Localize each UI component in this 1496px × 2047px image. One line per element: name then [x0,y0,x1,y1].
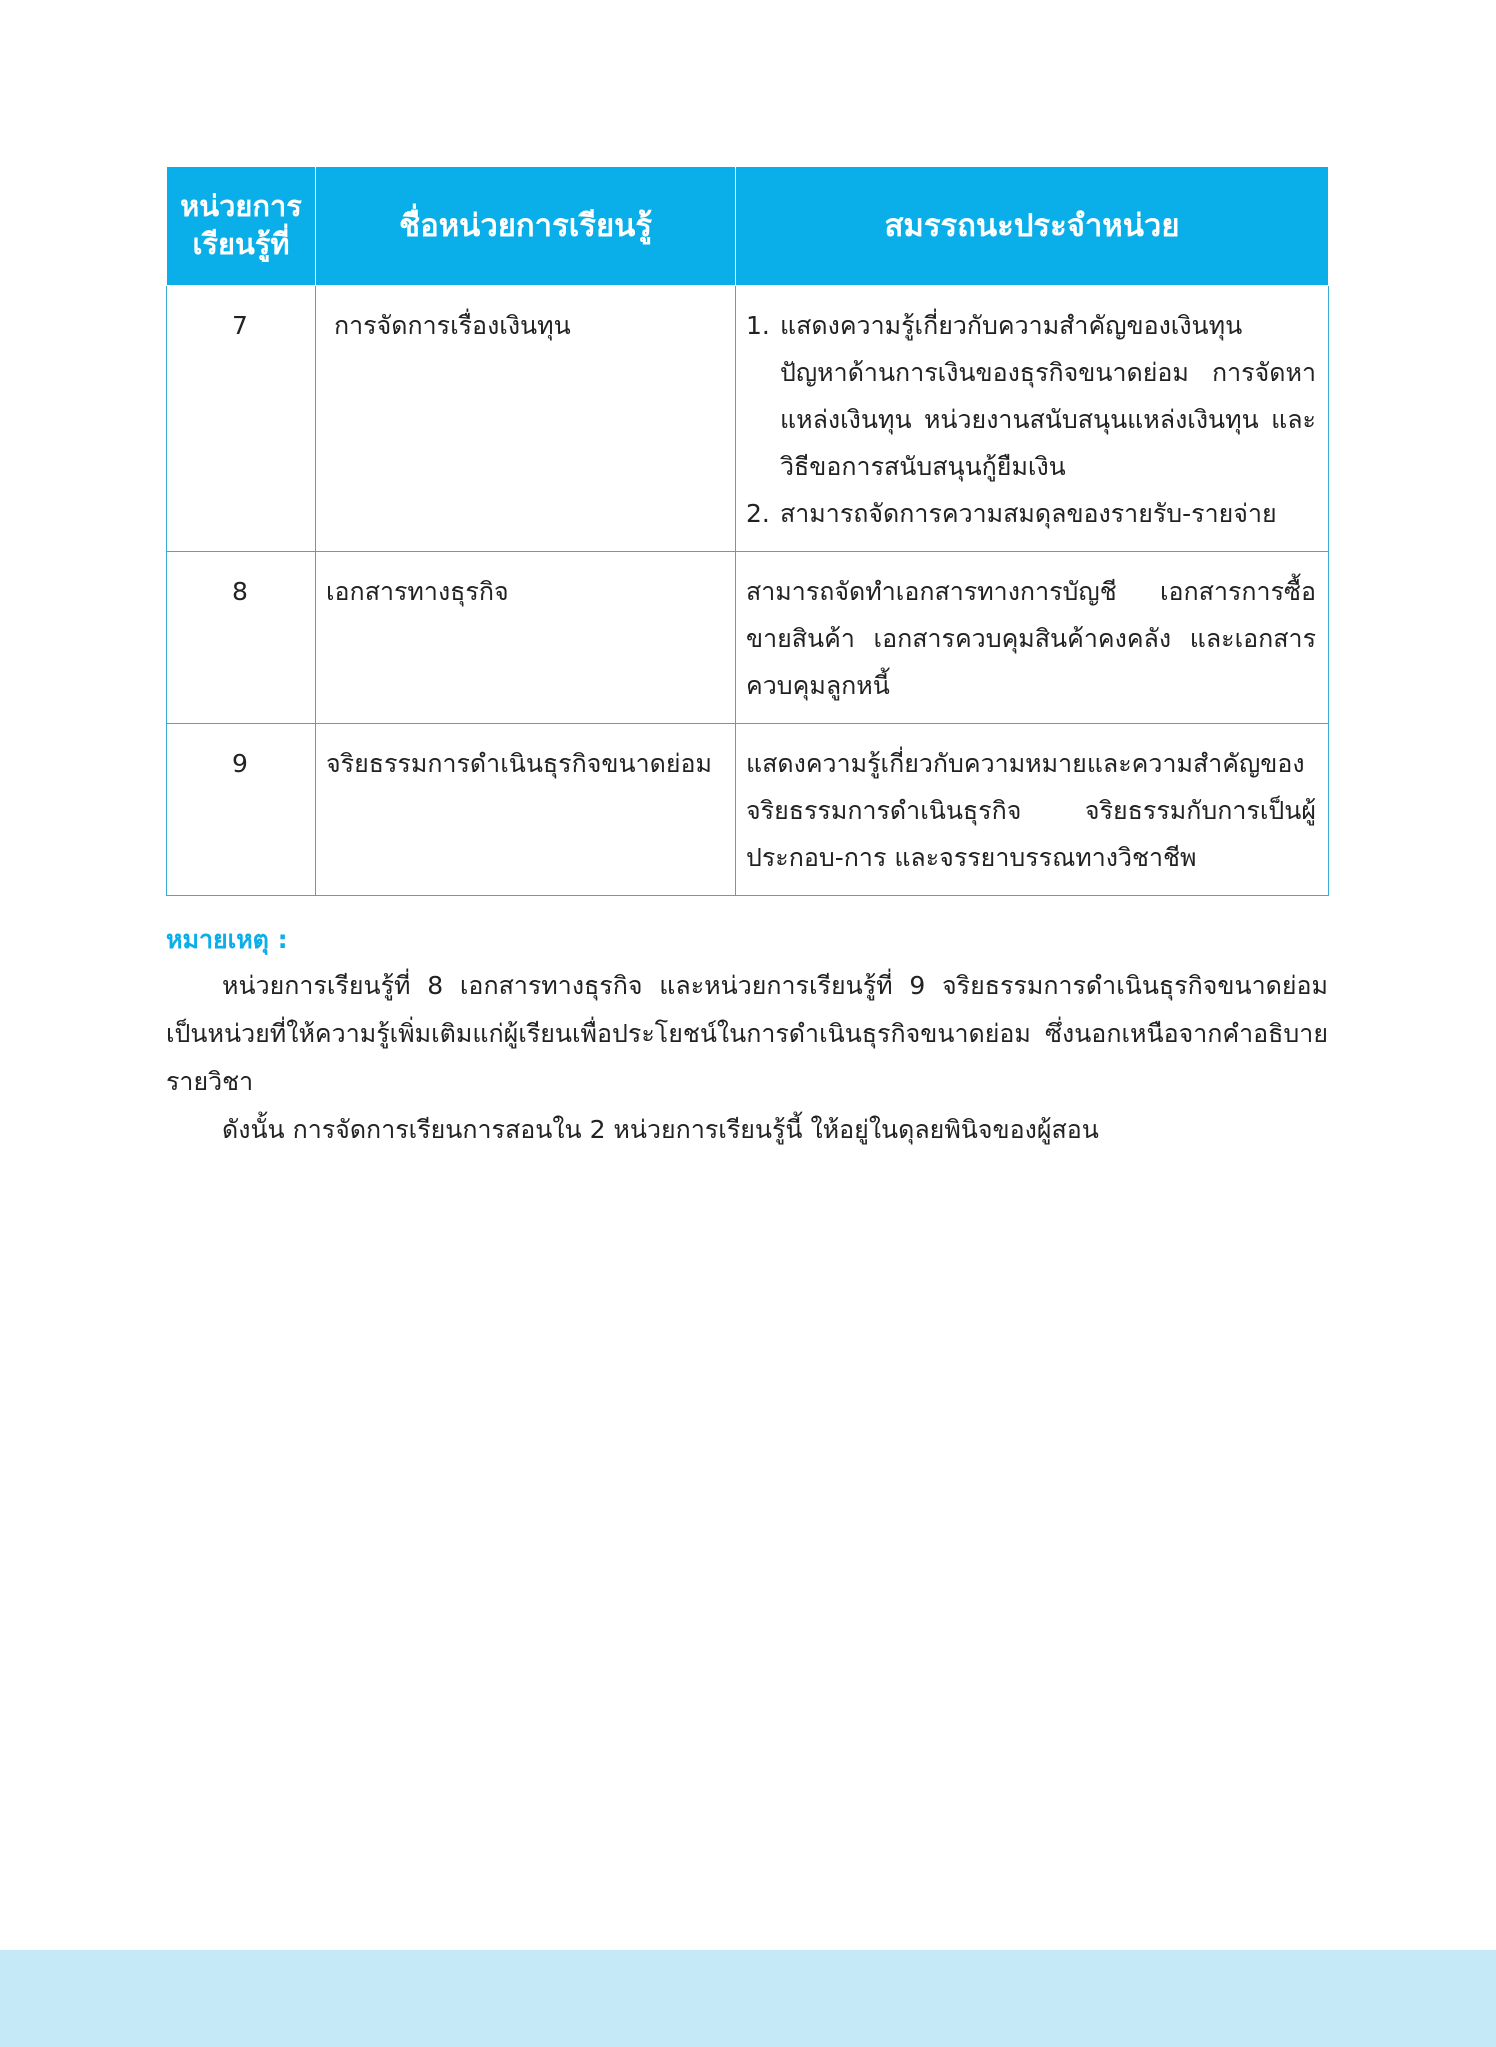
table-row [167,724,1329,896]
unit-name: จริยธรรมการดำเนินธุรกิจขนาดย่อม [316,724,736,896]
note-title: หมายเหตุ : [166,925,288,954]
table-row [167,552,1329,724]
competency-item-number: 2. [746,499,770,528]
competency-item-number: 1. [746,311,770,340]
note-paragraph: หน่วยการเรียนรู้ที่ 8 เอกสารทางธุรกิจ และหน่วยการเรียนรู้ที่ 9 จริยธรรมการดำเนินธุรกิจขนาดย่อม เป็นหน่วยที่ให้ความรู้เพิ่มเติมแก่ผู้เรียนเพื่อประโยชน์ในการดำเนินธุรกิจขนาดย่อม ซึ่งนอกเหนือจากคำอธิบายรายวิชา [166,971,1328,1096]
table-row [167,286,1329,552]
competency-item-text: สามารถจัดการความสมดุลของรายรับ-รายจ่าย [780,499,1277,528]
unit-number: 9 [167,724,316,896]
unit-name: เอกสารทางธุรกิจ [316,552,736,724]
header-competency: สมรรถนะประจำหน่วย [736,167,1329,286]
note-body [166,962,1328,1154]
competency-item-text: แสดงความรู้เกี่ยวกับความสำคัญของเงินทุน ปัญหาด้านการเงินของธุรกิจขนาดย่อม การจัดหาแหล่งเงินทุน หน่วยงานสนับสนุนแหล่งเงินทุน และวิธีขอการสนับสนุนกู้ยืมเงิน [780,311,1316,481]
unit-competency: แสดงความรู้เกี่ยวกับความหมายและความสำคัญของจริยธรรมการดำเนินธุรกิจ จริยธรรมกับการเป็นผู้ประกอบ-การ และจรรยาบรรณทางวิชาชีพ [736,724,1329,896]
unit-name: การจัดการเรื่องเงินทุน [316,286,736,552]
table-header-row [167,167,1329,286]
competency-item [746,490,1316,537]
header-unit-line2: เรียนรู้ที่ [192,227,290,261]
learning-units-table [166,166,1329,896]
footer-band [0,1950,1496,2047]
unit-number: 8 [167,552,316,724]
unit-number: 7 [167,286,316,552]
header-unit-name: ชื่อหน่วยการเรียนรู้ [316,167,736,286]
note-paragraph: ดังนั้น การจัดการเรียนการสอนใน 2 หน่วยการเรียนรู้นี้ ให้อยู่ในดุลยพินิจของผู้สอน [222,1115,1099,1144]
competency-list [746,302,1316,537]
unit-competency: สามารถจัดทำเอกสารทางการบัญชี เอกสารการซื้อขายสินค้า เอกสารควบคุมสินค้าคงคลัง และเอกสารควบคุมลูกหนี้ [736,552,1329,724]
unit-competency [736,286,1329,552]
header-unit-number [167,167,316,286]
competency-item [746,302,1316,490]
header-unit-line1: หน่วยการ [180,189,302,224]
